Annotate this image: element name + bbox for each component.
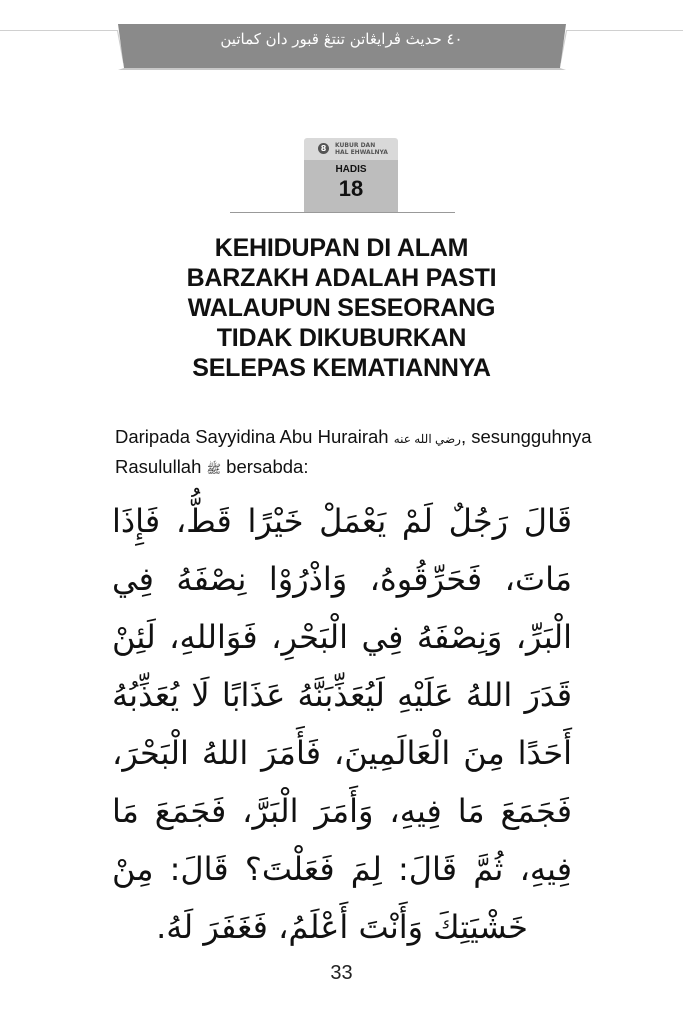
honorific-salawat: ﷺ <box>206 462 222 476</box>
intro-text: bersabda: <box>221 456 309 477</box>
hadis-number: 18 <box>338 176 364 201</box>
running-title: ٤٠ حديث ڤرايڠاتن تنتڠ قبور دان كماتين <box>220 30 463 48</box>
divider <box>230 212 455 213</box>
title-line: KEHIDUPAN DI ALAM <box>214 234 469 262</box>
intro-text: Daripada Sayyidina Abu Hurairah <box>115 426 389 447</box>
title-line: BARZAKH ADALAH PASTI <box>186 264 497 292</box>
hadis-label: HADIS <box>335 164 367 175</box>
chapter-number: 8 <box>318 143 329 154</box>
narration-intro <box>115 423 635 483</box>
intro-text: , sesungguhnya <box>460 426 592 447</box>
chapter-topic-line2: HAL EHWALNYA <box>335 149 388 156</box>
arabic-hadith-text: قَالَ رَجُلٌ لَمْ يَعْمَلْ خَيْرًا قَطُّ، فَإِذَا مَاتَ، فَحَرِّقُوهُ، وَاذْرُوْا نِصْفَهُ فِي الْبَرِّ، وَنِصْفَهُ فِي الْبَحْرِ، فَوَاللهِ، لَئِنْ قَدَرَ اللهُ عَلَيْهِ لَيُعَذِّبَنَّهُ عَذَابًا لَا يُعَذِّبُهُ أَحَدًا مِنَ الْعَالَمِينَ، فَأَمَرَ اللهُ الْبَحْرَ، فَجَمَعَ مَا فِيهِ، وَأَمَرَ الْبَرَّ، فَجَمَعَ مَا فِيهِ، ثُمَّ قَالَ: لِمَ فَعَلْتَ؟ قَالَ: مِنْ خَشْيَتِكَ وَأَنْتَ أَعْلَمُ، فَغَفَرَ لَهُ. <box>112 502 572 946</box>
intro-text: Rasulullah <box>115 456 202 477</box>
title-line: TIDAK DIKUBURKAN <box>216 324 467 352</box>
hadith-title <box>150 233 533 383</box>
page-number: 33 <box>330 962 353 984</box>
title-line: SELEPAS KEMATIANNYA <box>192 354 491 382</box>
running-header <box>0 0 683 72</box>
badge-topic-strip <box>304 138 398 160</box>
title-line: WALAUPUN SESEORANG <box>187 294 496 322</box>
chapter-topic <box>335 142 395 156</box>
hadis-badge <box>304 138 398 212</box>
chapter-topic-line1: KUBUR DAN <box>335 142 376 149</box>
honorific-radhiallahu: رضي الله عنه <box>393 432 461 446</box>
